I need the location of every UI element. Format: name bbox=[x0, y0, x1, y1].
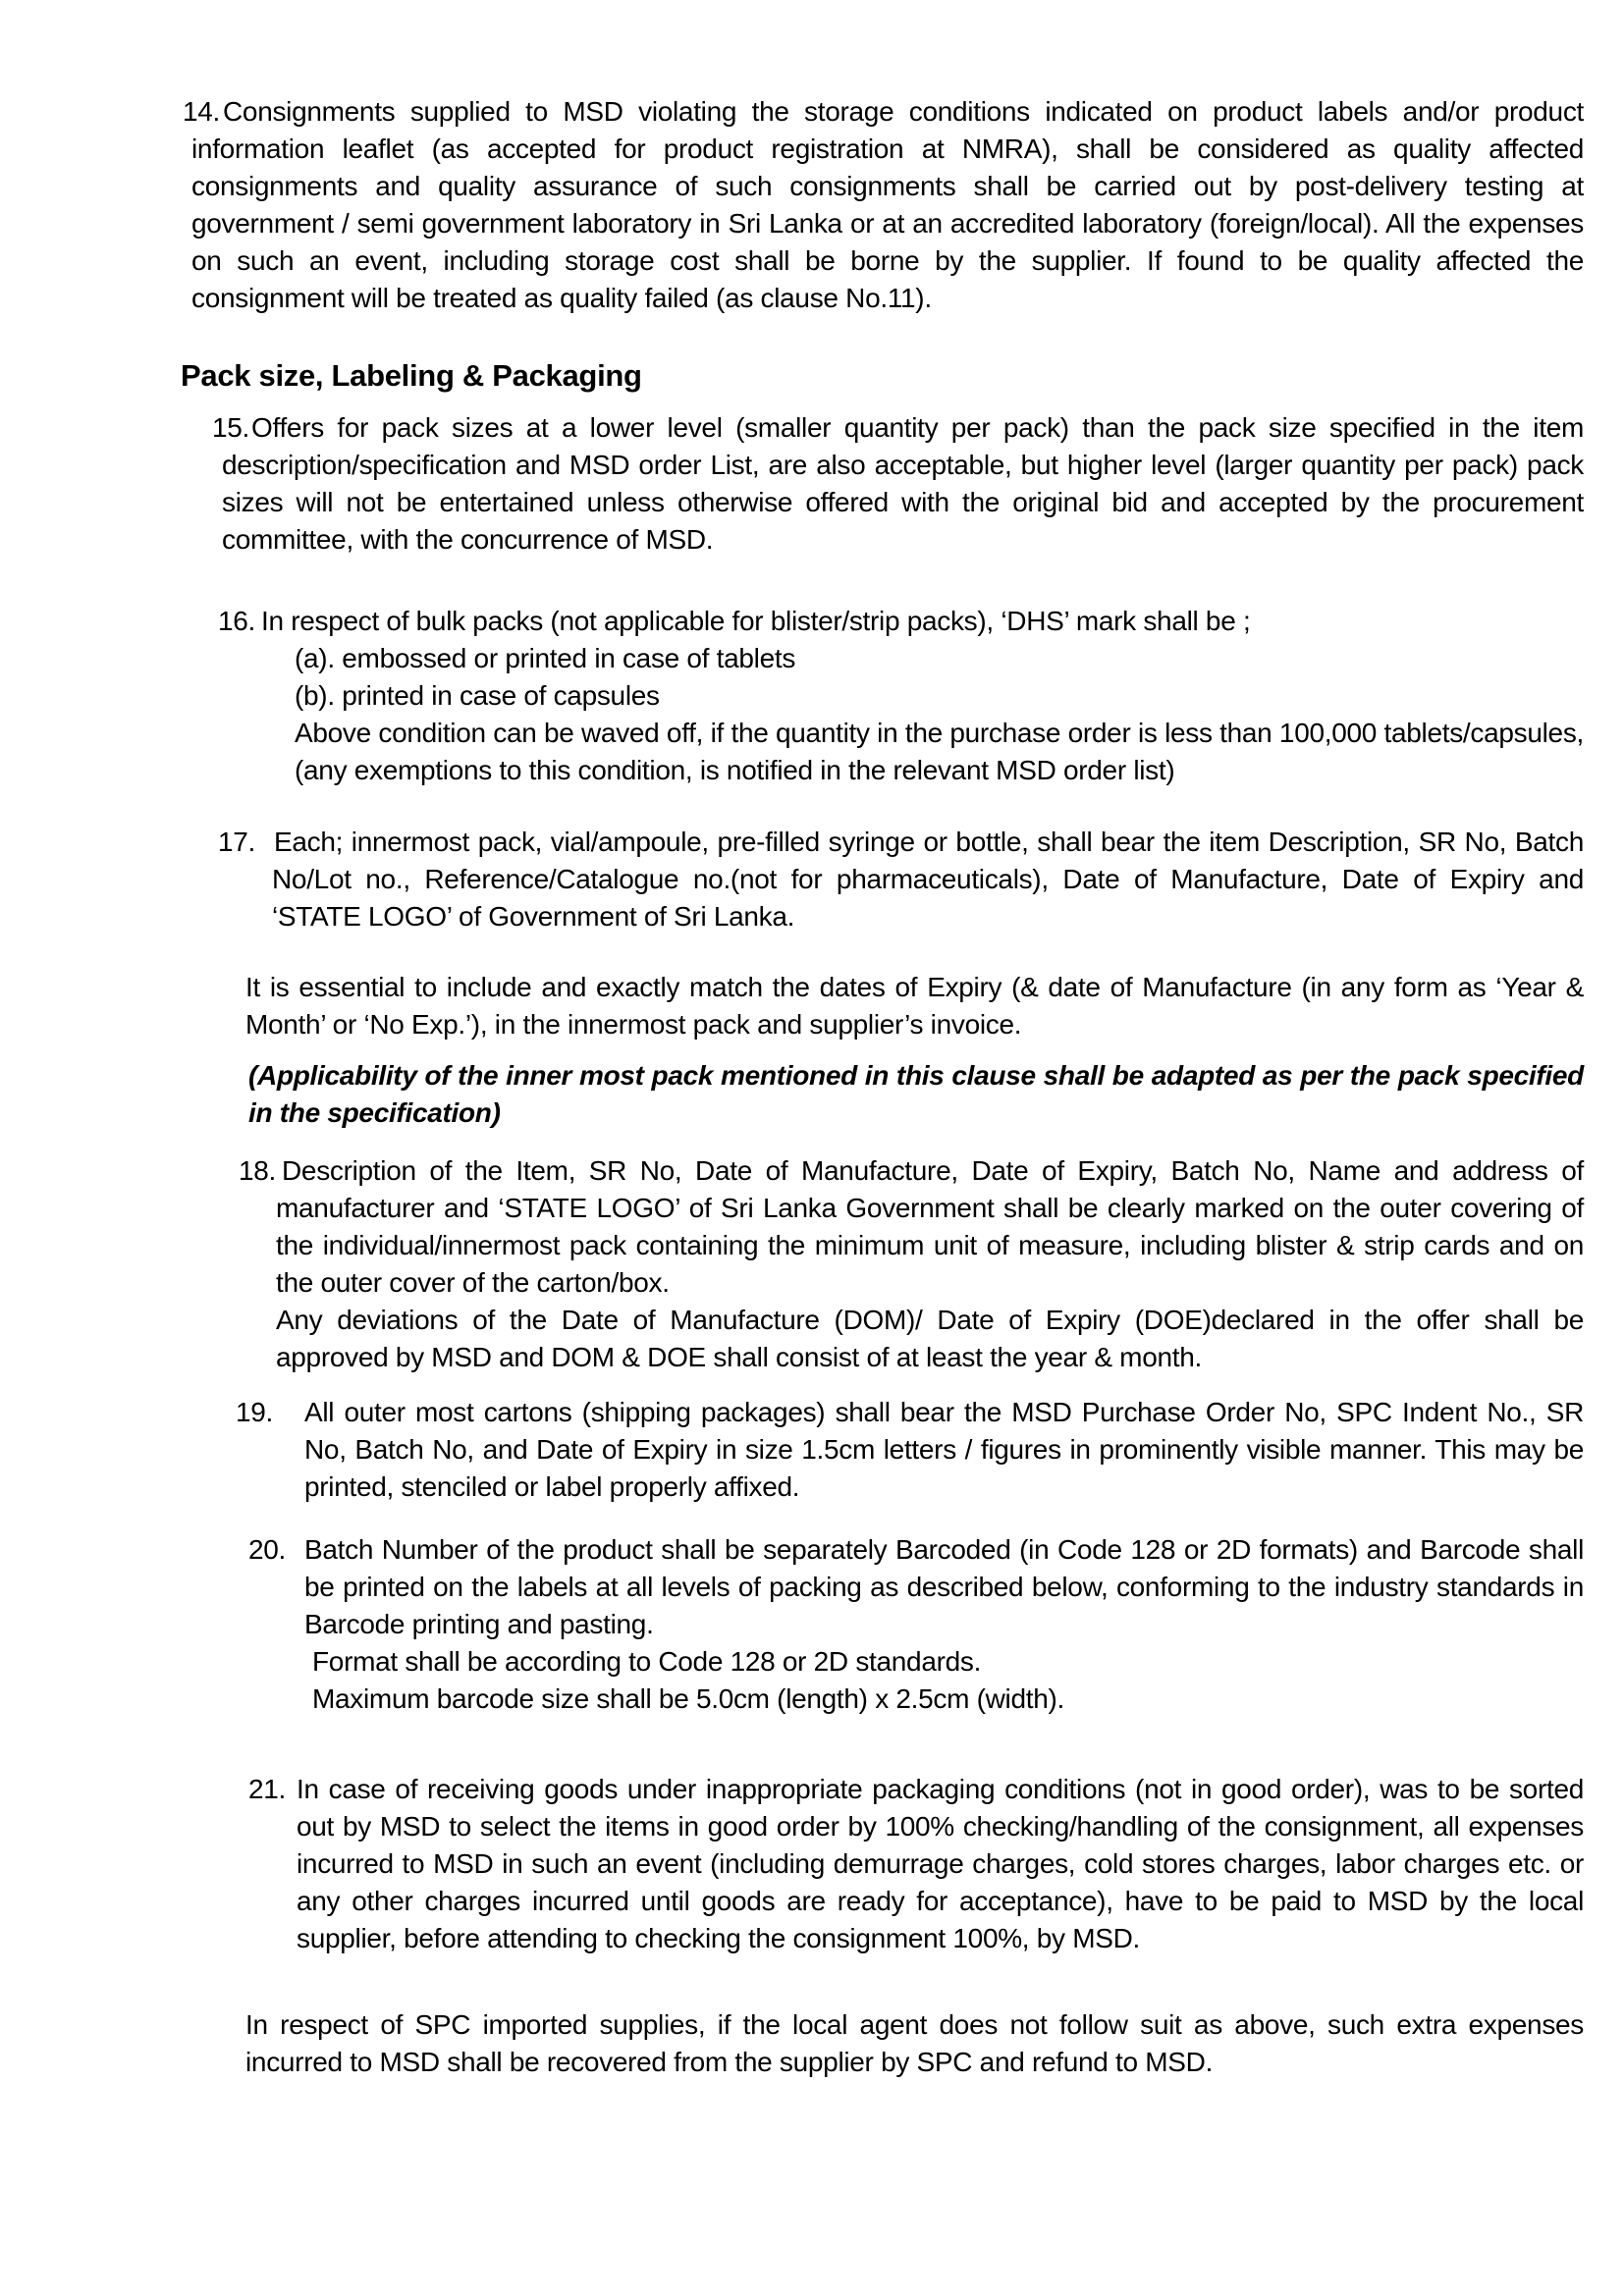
section-heading: Pack size, Labeling & Packaging bbox=[181, 358, 642, 393]
clause-16-waiver: Above condition can be waved off, if the quantity in the purchase order is less than 100,000 tablets/capsules, (any exemptions to this condition, is notified in the relevant MSD order list) bbox=[295, 718, 1584, 785]
clause-18-deviations: Any deviations of the Date of Manufacture (DOM)/ Date of Expiry (DOE)declared in the offer shall be approved by MSD and DOM & DOE shall consist of at least the year & month. bbox=[276, 1305, 1584, 1372]
clause-17-note: It is essential to include and exactly match the dates of Expiry (& date of Manufacture (in any form as ‘Year & Month’ or ‘No Exp.’), in the innermost pack and supplier’s invoice. bbox=[245, 972, 1584, 1040]
clause-16-intro: In respect of bulk packs (not applicable for blister/strip packs), ‘DHS’ mark shall be ; bbox=[261, 606, 1251, 636]
clause-21-text: In case of receiving goods under inappropriate packaging conditions (not in good order), was to be sorted out by MSD to select the items in good order by 100% checking/handling of the consignment, all expenses incurred to MSD in such an event (including demurrage charges, cold stores charges, labor charges etc. or any other charges incurred until goods are ready for acceptance), have to be paid to MSD by the local supplier, before attending to checking the consignment 100%, by MSD. bbox=[297, 1774, 1584, 1953]
clause-21-number: 21. bbox=[248, 1774, 287, 1804]
clause-16-item-b: (b). printed in case of capsules bbox=[295, 680, 660, 711]
clause-20-number: 20. bbox=[248, 1534, 287, 1565]
clause-18-number: 18. bbox=[239, 1155, 277, 1186]
clause-20 bbox=[248, 1531, 1584, 1718]
clause-14 bbox=[183, 93, 1584, 317]
clause-18-text: Description of the Item, SR No, Date of Manufacture, Date of Expiry, Batch No, Name and address of manufacturer and ‘STATE LOGO’ of Sri Lanka Government shall be clearly marked on the outer covering of the individual/innermost pack containing the minimum unit of measure, including blister & strip cards and on the outer cover of the carton/box. bbox=[276, 1155, 1584, 1298]
clause-16 bbox=[218, 603, 1584, 789]
clause-16-item-a: (a). embossed or printed in case of tablets bbox=[295, 643, 796, 673]
clause-17-text: Each; innermost pack, vial/ampoule, pre-filled syringe or bottle, shall bear the item Description, SR No, Batch No/Lot no., Reference/Catalogue no.(not for pharmaceuticals), Date of Manufacture, Date of Expiry and ‘STATE LOGO’ of Government of Sri Lanka. bbox=[272, 827, 1584, 932]
closing-paragraph: In respect of SPC imported supplies, if the local agent does not follow suit as above, such extra expenses incurred to MSD shall be recovered from the supplier by SPC and refund to MSD. bbox=[245, 2009, 1584, 2077]
clause-14-number: 14. bbox=[183, 96, 221, 127]
clause-15-number: 15. bbox=[212, 412, 250, 443]
clause-21 bbox=[248, 1771, 1584, 1957]
clause-14-text: Consignments supplied to MSD violating the storage conditions indicated on product labels and/or product information leaflet (as accepted for product registration at NMRA), shall be considered as quality affected consignments and quality assurance of such consignments shall be carried out by post-delivery testing at government / semi government laboratory in Sri Lanka or at an accredited laboratory (foreign/local). All the expenses on such an event, including storage cost shall be borne by the supplier. If found to be quality affected the consignment will be treated as quality failed (as clause No.11). bbox=[191, 96, 1584, 313]
clause-20-size-line: Maximum barcode size shall be 5.0cm (length) x 2.5cm (width). bbox=[312, 1683, 1064, 1714]
clause-19-number: 19. bbox=[236, 1397, 274, 1427]
clause-19-text: All outer most cartons (shipping packages) shall bear the MSD Purchase Order No, SPC Indent No., SR No, Batch No, and Date of Expiry in size 1.5cm letters / figures in prominently visible manner. This may be printed, stenciled or label properly affixed. bbox=[304, 1397, 1584, 1502]
clause-18 bbox=[239, 1152, 1584, 1376]
clause-19 bbox=[236, 1394, 1584, 1506]
clause-15 bbox=[212, 409, 1584, 559]
clause-17-applicability-note: (Applicability of the inner most pack mentioned in this clause shall be adapted as per the pack specified in the specification) bbox=[248, 1060, 1584, 1128]
clause-16-number: 16. bbox=[218, 606, 256, 636]
clause-15-text: Offers for pack sizes at a lower level (smaller quantity per pack) than the pack size specified in the item description/specification and MSD order List, are also acceptable, but higher level (larger quantity per pack) pack sizes will not be entertained unless otherwise offered with the original bid and accepted by the procurement committee, with the concurrence of MSD. bbox=[222, 412, 1584, 555]
clause-20-text: Batch Number of the product shall be separately Barcoded (in Code 128 or 2D formats) and Barcode shall be printed on the labels at all levels of packing as described below, conforming to the industry standards in Barcode printing and pasting. bbox=[304, 1534, 1584, 1639]
clause-17 bbox=[218, 824, 1584, 935]
clause-20-format-line: Format shall be according to Code 128 or 2D standards. bbox=[312, 1646, 982, 1677]
clause-17-number: 17. bbox=[218, 827, 256, 857]
